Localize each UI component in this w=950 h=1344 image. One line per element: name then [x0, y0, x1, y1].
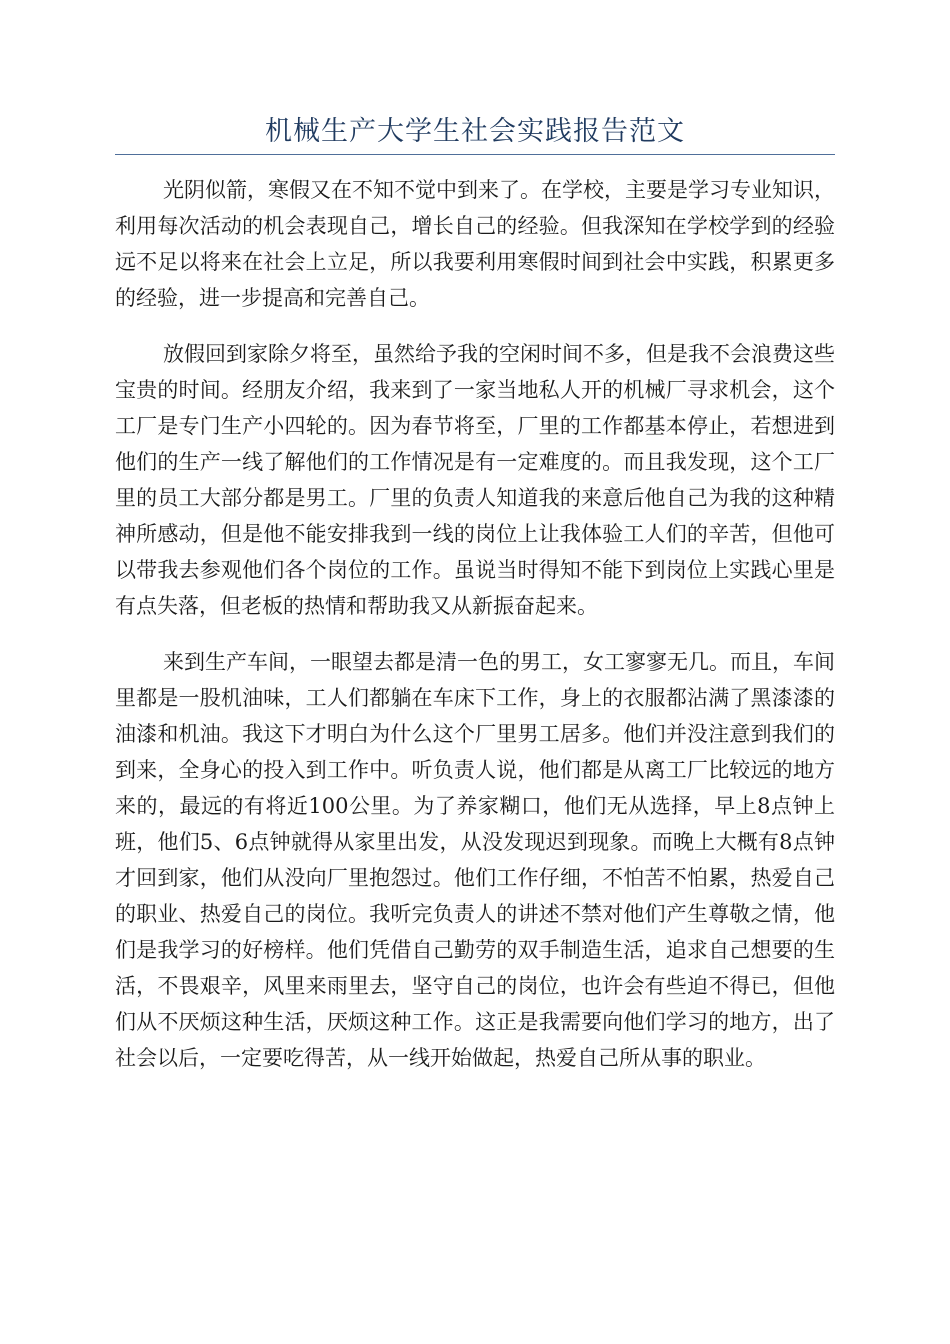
- title-underline: [115, 154, 835, 155]
- document-title: 机械生产大学生社会实践报告范文: [265, 116, 685, 147]
- document-body: [115, 172, 835, 1096]
- paragraph-3: 来到生产车间，一眼望去都是清一色的男工，女工寥寥无几。而且，车间里都是一股机油味，工人们都躺在车床下工作，身上的衣服都沾满了黑漆漆的油漆和机油。我这下才明白为什么这个厂里男工居多。他们并没注意到我们的到来，全身心的投入到工作中。听负责人说，他们都是从离工厂比较远的地方来的，最远的有将近100公里。为了养家糊口，他们无从选择，早上8点钟上班，他们5、6点钟就得从家里出发，从没发现迟到现象。而晚上大概有8点钟才回到家，他们从没向厂里抱怨过。他们工作仔细，不怕苦不怕累，热爱自己的职业、热爱自己的岗位。我听完负责人的讲述不禁对他们产生尊敬之情，他们是我学习的好榜样。他们凭借自己勤劳的双手制造生活，追求自己想要的生活，不畏艰辛，风里来雨里去，坚守自己的岗位，也许会有些迫不得已，但他们从不厌烦这种生活，厌烦这种工作。这正是我需要向他们学习的地方，出了社会以后，一定要吃得苦，从一线开始做起，热爱自己所从事的职业。: [115, 650, 835, 1070]
- paragraph-2: 放假回到家除夕将至，虽然给予我的空闲时间不多，但是我不会浪费这些宝贵的时间。经朋友介绍，我来到了一家当地私人开的机械厂寻求机会，这个工厂是专门生产小四轮的。因为春节将至，厂里的工作都基本停止，若想进到他们的生产一线了解他们的工作情况是有一定难度的。而且我发现，这个工厂里的员工大部分都是男工。厂里的负责人知道我的来意后他自己为我的这种精神所感动，但是他不能安排我到一线的岗位上让我体验工人们的辛苦，但他可以带我去参观他们各个岗位的工作。虽说当时得知不能下到岗位上实践心里是有点失落，但老板的热情和帮助我又从新振奋起来。: [115, 342, 835, 618]
- paragraph-1: 光阴似箭，寒假又在不知不觉中到来了。在学校，主要是学习专业知识，利用每次活动的机会表现自己，增长自己的经验。但我深知在学校学到的经验远不足以将来在社会上立足，所以我要利用寒假时间到社会中实践，积累更多的经验，进一步提高和完善自己。: [115, 178, 835, 310]
